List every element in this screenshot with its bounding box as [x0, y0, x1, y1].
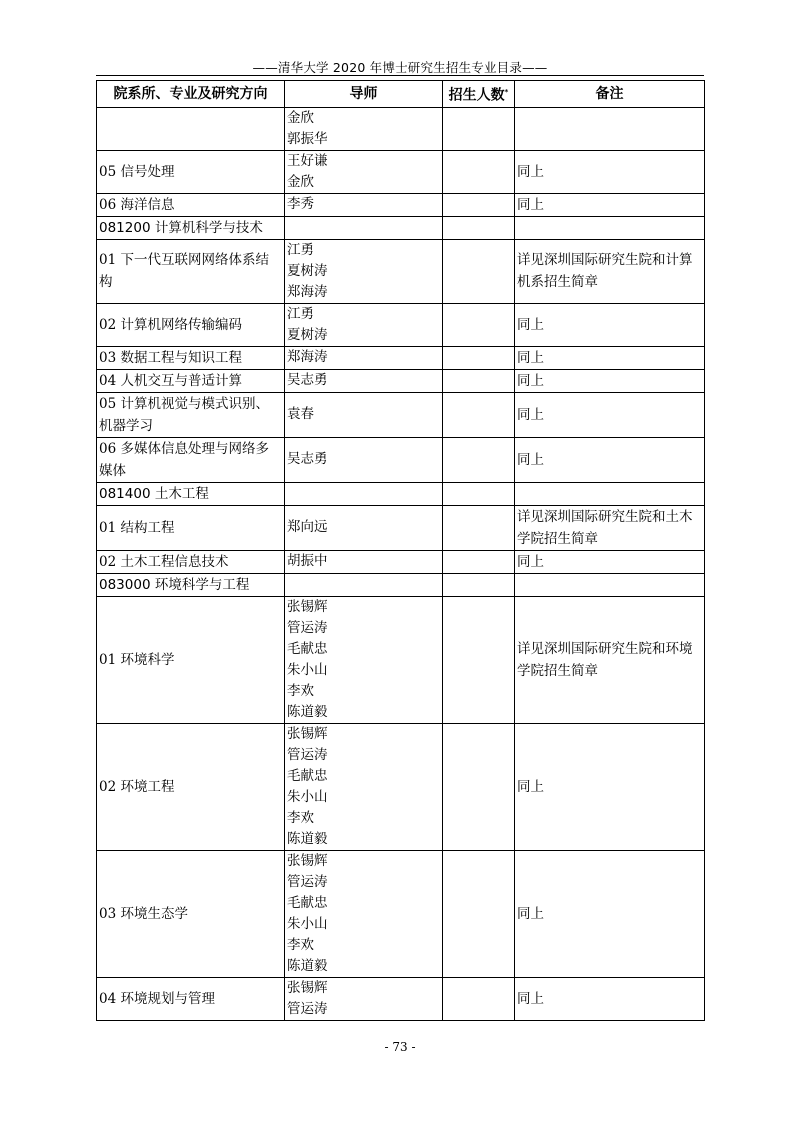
- direction-cell: 03 数据工程与知识工程: [97, 346, 285, 369]
- direction-cell: 02 土木工程信息技术: [97, 550, 285, 573]
- quota-cell: [443, 346, 515, 369]
- tutor-cell: [285, 723, 443, 850]
- quota-cell: [443, 977, 515, 1020]
- tutor-name: 胡振中: [287, 553, 328, 570]
- note-cell: 同上: [515, 977, 705, 1020]
- column-header-quota: [443, 81, 515, 108]
- tutor-name: 李秀: [287, 196, 314, 213]
- tutor-name: 江勇: [287, 305, 314, 322]
- tutor-cell: [285, 977, 443, 1020]
- tutor-name: 张锡辉: [287, 725, 328, 742]
- direction-cell: 05 信号处理: [97, 150, 285, 193]
- note-cell: [515, 107, 705, 150]
- table-row: [97, 303, 705, 346]
- quota-cell: [443, 505, 515, 550]
- note-cell: 同上: [515, 303, 705, 346]
- catalog-table: [96, 80, 705, 1021]
- note-cell: 同上: [515, 723, 705, 850]
- quota-cell: [443, 573, 515, 596]
- tutor-name: 毛献忠: [287, 767, 328, 784]
- tutor-name: 夏树涛: [287, 262, 328, 279]
- tutor-cell: [285, 573, 443, 596]
- tutor-name: 朱小山: [287, 661, 328, 678]
- note-cell: 同上: [515, 550, 705, 573]
- note-cell: 同上: [515, 437, 705, 482]
- direction-cell: 04 环境规划与管理: [97, 977, 285, 1020]
- tutor-cell: [285, 392, 443, 437]
- tutor-name: 郑向远: [287, 519, 328, 536]
- table-row: [97, 392, 705, 437]
- tutor-name: 毛献忠: [287, 640, 328, 657]
- tutor-name: 李欢: [287, 809, 314, 826]
- direction-cell: 02 环境工程: [97, 723, 285, 850]
- direction-cell: 04 人机交互与普适计算: [97, 369, 285, 392]
- tutor-name: 郑海涛: [287, 283, 328, 300]
- quota-cell: [443, 482, 515, 505]
- note-cell: 详见深圳国际研究生院和土木学院招生简章: [515, 505, 705, 550]
- quota-cell: [443, 193, 515, 216]
- tutor-name: 吴志勇: [287, 372, 328, 389]
- running-header: ——清华大学 2020 年博士研究生招生专业目录——: [252, 60, 548, 75]
- tutor-cell: [285, 150, 443, 193]
- tutor-name: 陈道毅: [287, 703, 328, 720]
- header-rule: [96, 75, 704, 76]
- tutor-cell: [285, 107, 443, 150]
- table-row: [97, 150, 705, 193]
- direction-cell: 01 环境科学: [97, 596, 285, 723]
- direction-cell: 02 计算机网络传输编码: [97, 303, 285, 346]
- tutor-name: 张锡辉: [287, 852, 328, 869]
- column-header-note: 备注: [515, 81, 705, 108]
- major-title: 081400 土木工程: [97, 482, 285, 505]
- table-row: [97, 369, 705, 392]
- tutor-cell: [285, 596, 443, 723]
- direction-cell: 05 计算机视觉与模式识别、机器学习: [97, 392, 285, 437]
- note-cell: 同上: [515, 193, 705, 216]
- quota-cell: [443, 369, 515, 392]
- tutor-name: 李欢: [287, 936, 314, 953]
- tutor-cell: [285, 216, 443, 239]
- quota-footnote-mark: *: [504, 88, 509, 96]
- table-row: [97, 596, 705, 723]
- page-number: - 73 -: [384, 1040, 416, 1054]
- tutor-cell: [285, 346, 443, 369]
- note-cell: 同上: [515, 392, 705, 437]
- tutor-name: 夏树涛: [287, 326, 328, 343]
- table-row: [97, 850, 705, 977]
- quota-cell: [443, 303, 515, 346]
- table-row: [97, 505, 705, 550]
- tutor-cell: [285, 239, 443, 303]
- tutor-name: 张锡辉: [287, 598, 328, 615]
- quota-cell: [443, 437, 515, 482]
- direction-cell: [97, 107, 285, 150]
- direction-cell: 01 结构工程: [97, 505, 285, 550]
- tutor-cell: [285, 550, 443, 573]
- major-row: [97, 482, 705, 505]
- note-cell: [515, 482, 705, 505]
- quota-cell: [443, 596, 515, 723]
- table-row: [97, 346, 705, 369]
- quota-cell: [443, 392, 515, 437]
- table-row: [97, 239, 705, 303]
- column-header-direction: 院系所、专业及研究方向: [97, 81, 285, 108]
- tutor-name: 吴志勇: [287, 451, 328, 468]
- note-cell: 详见深圳国际研究生院和计算机系招生简章: [515, 239, 705, 303]
- tutor-name: 江勇: [287, 241, 314, 258]
- tutor-cell: [285, 437, 443, 482]
- table-header-row: [97, 81, 705, 108]
- major-title: 083000 环境科学与工程: [97, 573, 285, 596]
- table-row: [97, 550, 705, 573]
- tutor-cell: [285, 303, 443, 346]
- tutor-name: 张锡辉: [287, 979, 328, 996]
- tutor-cell: [285, 369, 443, 392]
- tutor-cell: [285, 505, 443, 550]
- tutor-name: 管运涛: [287, 746, 328, 763]
- tutor-name: 管运涛: [287, 619, 328, 636]
- tutor-name: 郑海涛: [287, 349, 328, 366]
- tutor-name: 朱小山: [287, 915, 328, 932]
- major-row: [97, 573, 705, 596]
- table-row: [97, 437, 705, 482]
- direction-cell: 06 多媒体信息处理与网络多媒体: [97, 437, 285, 482]
- column-header-tutor: 导师: [285, 81, 443, 108]
- tutor-name: 朱小山: [287, 788, 328, 805]
- table-row: [97, 723, 705, 850]
- quota-cell: [443, 723, 515, 850]
- table-row: [97, 977, 705, 1020]
- quota-cell: [443, 107, 515, 150]
- note-cell: 同上: [515, 150, 705, 193]
- note-cell: 同上: [515, 850, 705, 977]
- table-row: [97, 193, 705, 216]
- note-cell: [515, 216, 705, 239]
- quota-cell: [443, 216, 515, 239]
- tutor-name: 毛献忠: [287, 894, 328, 911]
- table-body: [97, 107, 705, 1020]
- tutor-cell: [285, 193, 443, 216]
- direction-cell: 01 下一代互联网网络体系结构: [97, 239, 285, 303]
- note-cell: 同上: [515, 346, 705, 369]
- tutor-name: 金欣: [287, 109, 314, 126]
- tutor-cell: [285, 850, 443, 977]
- major-title: 081200 计算机科学与技术: [97, 216, 285, 239]
- major-row: [97, 216, 705, 239]
- quota-cell: [443, 850, 515, 977]
- tutor-name: 陈道毅: [287, 830, 328, 847]
- tutor-name: 陈道毅: [287, 957, 328, 974]
- tutor-name: 王好谦: [287, 152, 328, 169]
- tutor-name: 管运涛: [287, 1000, 328, 1017]
- direction-cell: 06 海洋信息: [97, 193, 285, 216]
- quota-header-label: 招生人数: [448, 87, 505, 104]
- direction-cell: 03 环境生态学: [97, 850, 285, 977]
- tutor-name: 袁春: [287, 406, 314, 423]
- tutor-name: 李欢: [287, 682, 314, 699]
- tutor-name: 郭振华: [287, 130, 328, 147]
- note-cell: [515, 573, 705, 596]
- note-cell: 同上: [515, 369, 705, 392]
- tutor-name: 管运涛: [287, 873, 328, 890]
- quota-cell: [443, 239, 515, 303]
- note-cell: 详见深圳国际研究生院和环境学院招生简章: [515, 596, 705, 723]
- tutor-name: 金欣: [287, 173, 314, 190]
- quota-cell: [443, 150, 515, 193]
- quota-cell: [443, 550, 515, 573]
- tutor-cell: [285, 482, 443, 505]
- table-row: [97, 107, 705, 150]
